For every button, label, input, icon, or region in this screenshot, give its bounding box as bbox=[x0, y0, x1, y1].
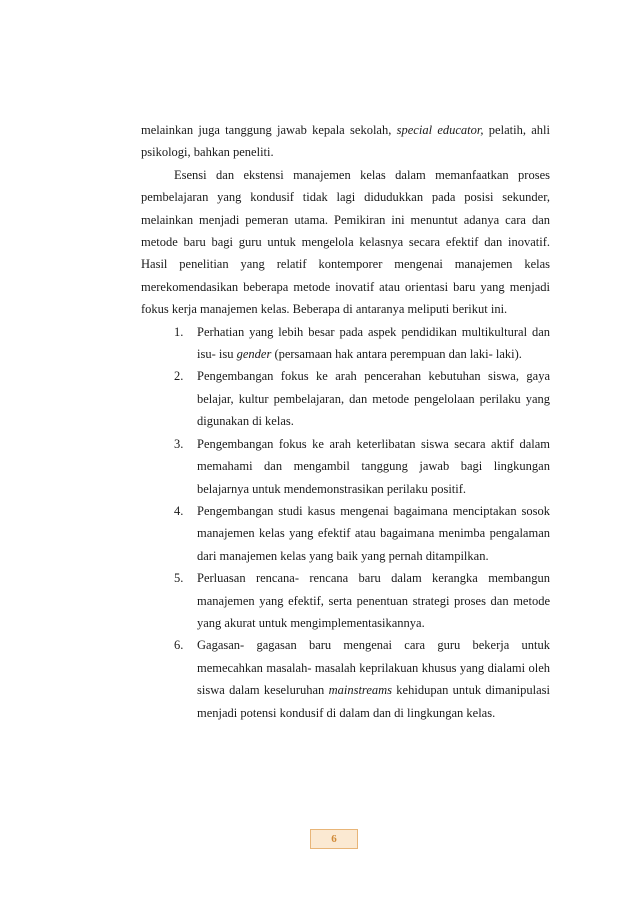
list-text: Pengembangan studi kasus mengenai bagaimana menciptakan sosok manajemen kelas yang efektif atau bagaimana menimba pengalaman dari manajemen kelas yang baik yang pernah ditampilkan. bbox=[197, 503, 550, 563]
paragraph-text: melainkan juga tanggung jawab kepala sekolah, bbox=[141, 123, 397, 137]
italic-term: mainstreams bbox=[328, 683, 393, 698]
list-number: 6. bbox=[174, 638, 184, 653]
list-number: 4. bbox=[174, 503, 184, 518]
paragraph-text: pelatih, ahli psikologi, bahkan peneliti. bbox=[141, 123, 550, 160]
list-number: 3. bbox=[174, 436, 184, 451]
list-text: Pengembangan fokus ke arah pencerahan kebutuhan siswa, gaya belajar, kultur pembelajaran, dan metode pengelolaan perilaku yang digunakan di kelas. bbox=[197, 369, 550, 429]
list-number: 1. bbox=[174, 324, 184, 339]
page-number: 6 bbox=[331, 833, 337, 845]
list-text: Perhatian yang lebih besar pada aspek pendidikan multikultural dan isu- isu bbox=[197, 324, 550, 362]
list-number: 5. bbox=[174, 571, 184, 586]
italic-term: special educator, bbox=[396, 123, 484, 137]
page-number-badge bbox=[310, 829, 358, 849]
list-text: Perluasan rencana- rencana baru dalam kerangka membangun manajemen yang efektif, serta penentuan strategi proses dan metode yang akurat untuk mengimplementasikannya. bbox=[197, 571, 550, 630]
list-text: (persamaan hak antara perempuan dan laki- laki). bbox=[271, 347, 522, 362]
list-text: Gagasan- gagasan baru mengenai cara guru bekerja untuk memecahkan masalah- masalah keprilakuan khusus yang dialami oleh siswa dalam keseluruhan bbox=[197, 638, 550, 698]
numbered-list bbox=[141, 321, 550, 724]
paragraph-continuation bbox=[141, 119, 550, 164]
list-item bbox=[141, 433, 550, 500]
list-text: Pengembangan fokus ke arah keterlibatan siswa secara aktif dalam memahami dan mengambil tanggung jawab bagi lingkungan belajarnya untuk mendemonstrasikan perilaku positif. bbox=[197, 436, 550, 496]
list-text: kehidupan untuk dimanipulasi menjadi potensi kondusif di dalam dan di lingkungan kelas. bbox=[197, 683, 550, 720]
list-item bbox=[141, 567, 550, 634]
list-number: 2. bbox=[174, 369, 184, 384]
list-item bbox=[141, 500, 550, 567]
list-item bbox=[141, 365, 550, 432]
list-item bbox=[141, 634, 550, 724]
italic-term: gender bbox=[236, 347, 272, 362]
paragraph-esensi: Esensi dan ekstensi manajemen kelas dalam memanfaatkan proses pembelajaran yang kondusif tidak lagi didudukkan pada posisi sekunder, melainkan menjadi pemeran utama. Pemikiran ini menuntut adanya cara dan metode baru bagi guru untuk mengelola kelasnya secara efektif dan inovatif. Hasil penelitian yang relatif kontemporer mengenai manajemen kelas merekomendasikan beberapa metode inovatif atau orientasi baru yang menjadi fokus kerja manajemen kelas. Beberapa di antaranya meliputi berikut ini. bbox=[141, 167, 550, 317]
list-item bbox=[141, 321, 550, 366]
page-body bbox=[141, 119, 550, 724]
